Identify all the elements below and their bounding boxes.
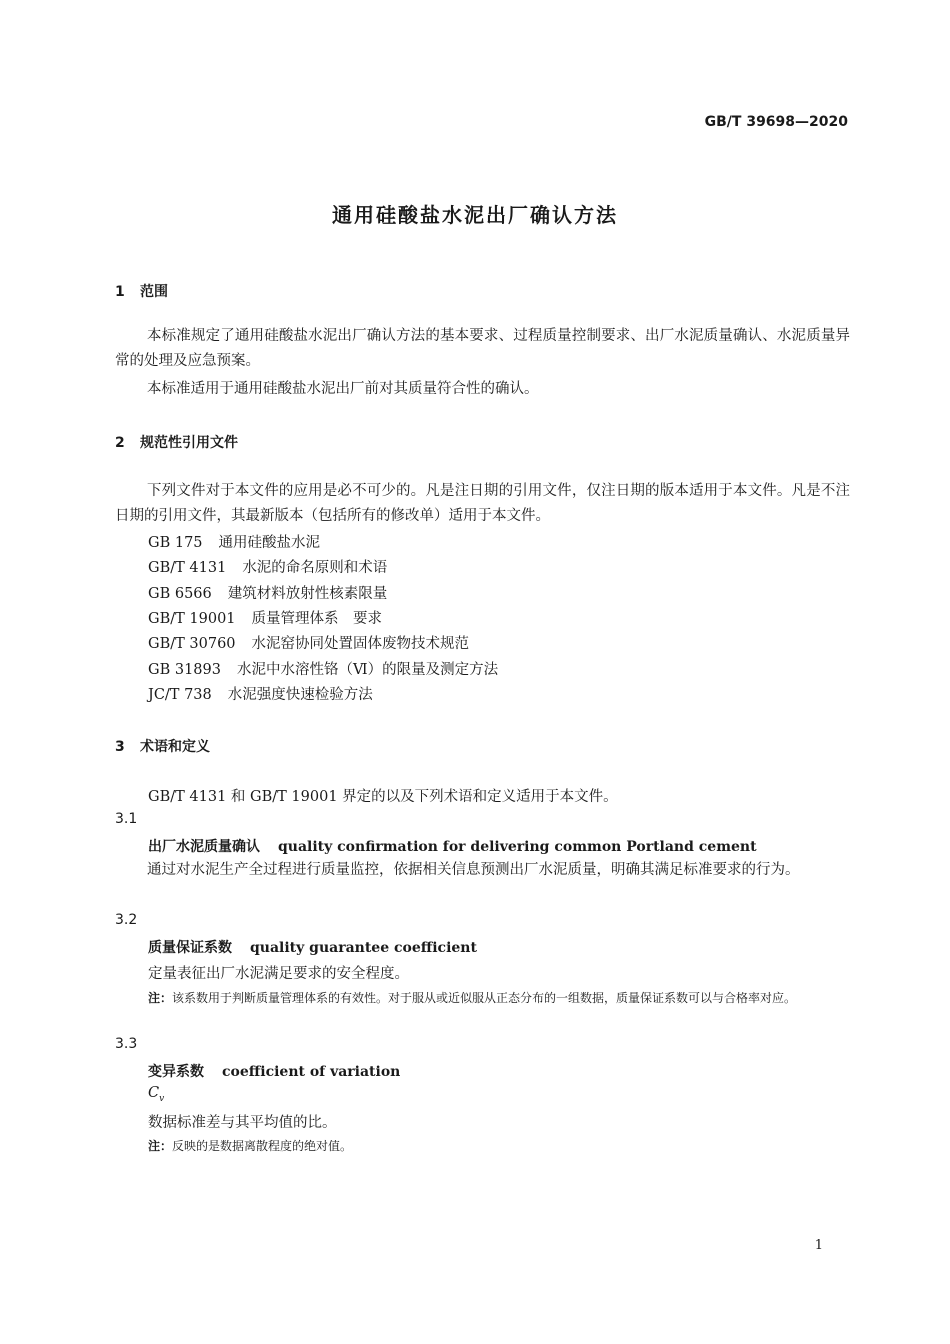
section-title: 术语和定义 — [140, 739, 210, 755]
term-english: quality guarantee coefficient — [250, 940, 477, 956]
reference-code: GB 31893 — [148, 662, 221, 678]
reference-title: 建筑材料放射性核素限量 — [227, 586, 388, 602]
term-definition: 定量表征出厂水泥满足要求的安全程度。 — [148, 966, 409, 982]
note-label: 注： — [148, 1139, 173, 1153]
reference-code: GB/T 30760 — [148, 636, 236, 652]
document-title: 通用硅酸盐水泥出厂确认方法 — [332, 203, 618, 227]
reference-title: 通用硅酸盐水泥 — [218, 535, 321, 551]
term-heading — [148, 937, 477, 957]
section-number: 2 — [115, 435, 125, 451]
section-title: 范围 — [140, 284, 168, 300]
reference-title: 水泥中水溶性铬（Ⅵ）的限量及测定方法 — [236, 662, 499, 678]
normative-reference — [148, 531, 320, 552]
section-2-paragraph-1: 下列文件对于本文件的应用是必不可少的。凡是注日期的引用文件，仅注日期的版本适用于本文件。凡是不注日期的引用文件，其最新版本（包括所有的修改单）适用于本文件。 — [115, 483, 850, 524]
normative-reference — [148, 582, 387, 603]
section-number: 1 — [115, 284, 125, 300]
term-english: quality confirmation for delivering common Portland cement — [278, 839, 757, 855]
section-1-paragraph-2: 本标准适用于通用硅酸盐水泥出厂前对其质量符合性的确认。 — [147, 381, 539, 397]
note-label: 注： — [148, 991, 173, 1005]
reference-code: GB 6566 — [148, 586, 212, 602]
reference-title: 质量管理体系 要求 — [251, 611, 383, 627]
term-number: 3.1 — [115, 811, 138, 827]
section-1-paragraph-1: 本标准规定了通用硅酸盐水泥出厂确认方法的基本要求、过程质量控制要求、出厂水泥质量确认、水泥质量异常的处理及应急预案。 — [115, 328, 850, 369]
section-number: 3 — [115, 739, 125, 755]
normative-reference — [148, 607, 382, 628]
reference-title: 水泥的命名原则和术语 — [242, 560, 388, 576]
reference-title: 水泥窑协同处置固体废物技术规范 — [251, 636, 470, 652]
term-definition: 通过对水泥生产全过程进行质量监控，依据相关信息预测出厂水泥质量，明确其满足标准要求的行为。 — [147, 862, 800, 878]
term-note — [148, 1135, 874, 1157]
term-chinese: 出厂水泥质量确认 — [148, 839, 260, 855]
section-3-heading — [115, 736, 210, 756]
term-number: 3.3 — [115, 1036, 138, 1052]
section-3-intro: GB/T 4131 和 GB/T 19001 界定的以及下列术语和定义适用于本文件。 — [148, 789, 618, 805]
reference-code: GB/T 4131 — [148, 560, 227, 576]
section-title: 规范性引用文件 — [140, 435, 238, 451]
term-chinese: 质量保证系数 — [148, 940, 232, 956]
term-heading — [148, 1061, 400, 1081]
normative-reference — [148, 683, 373, 704]
note-text: 反映的是数据离散程度的绝对值。 — [172, 1139, 353, 1153]
reference-code: GB 175 — [148, 535, 203, 551]
term-note — [148, 987, 874, 1009]
reference-title: 水泥强度快速检验方法 — [227, 687, 373, 703]
page-number: 1 — [814, 1238, 823, 1253]
term-definition: 数据标准差与其平均值的比。 — [148, 1115, 337, 1131]
section-1-heading — [115, 281, 168, 301]
term-symbol: $C_v$ — [148, 1085, 165, 1104]
reference-code: JC/T 738 — [148, 687, 212, 703]
section-2-heading — [115, 432, 238, 452]
note-text: 该系数用于判断质量管理体系的有效性。对于服从或近似服从正态分布的一组数据，质量保证系数可以与合格率对应。 — [172, 991, 797, 1005]
term-chinese: 变异系数 — [148, 1064, 204, 1080]
term-number: 3.2 — [115, 912, 138, 928]
standard-code: GB/T 39698—2020 — [704, 114, 848, 130]
normative-reference — [148, 658, 498, 679]
reference-code: GB/T 19001 — [148, 611, 236, 627]
term-heading — [148, 836, 757, 856]
normative-reference — [148, 632, 469, 653]
normative-reference — [148, 556, 387, 577]
term-english: coefficient of variation — [222, 1064, 401, 1080]
